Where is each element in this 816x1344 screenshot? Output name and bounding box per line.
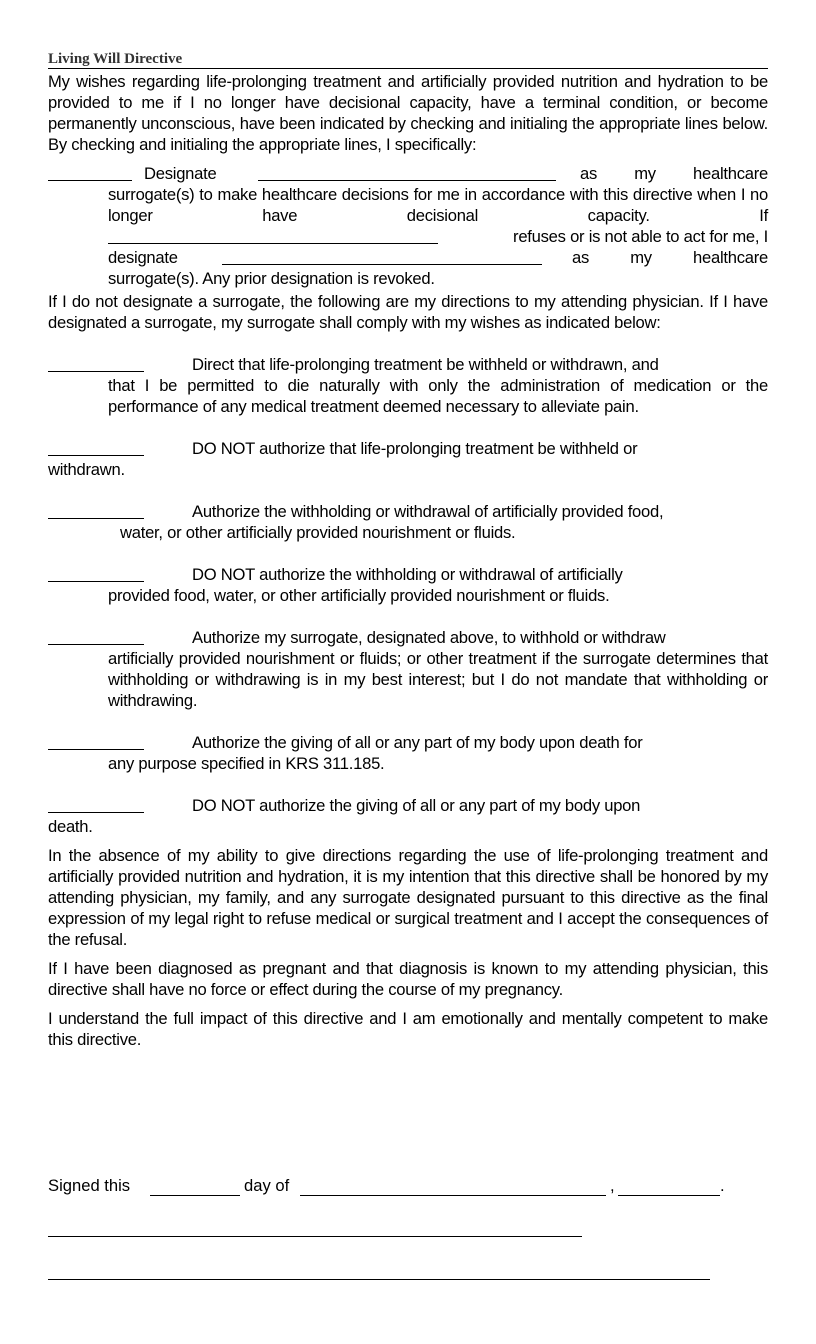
day-of-label: day of — [244, 1176, 290, 1195]
refuses-text: refuses or is not able to act for me, I — [513, 227, 768, 246]
option-1-rest: that I be permitted to die naturally with only the administration of medication or the performance of any medical treatment deemed necessary to alleviate pain. — [108, 376, 768, 416]
year-field[interactable] — [618, 1178, 720, 1196]
signature-line[interactable] — [48, 1236, 582, 1237]
document-title: Living Will Directive — [48, 50, 768, 69]
option-3-first: Authorize the withholding or withdrawal of artificially provided food, — [192, 502, 664, 521]
option-1 — [48, 354, 768, 417]
document-page — [48, 50, 768, 1050]
option-5-first: Authorize my surrogate, designated above, to withhold or withdraw — [192, 628, 666, 647]
understand-paragraph: I understand the full impact of this directive and I am emotionally and mentally competent to make this directive. — [48, 1009, 768, 1049]
option-6 — [48, 732, 768, 774]
surrogate-end-text: surrogate(s). Any prior designation is revoked. — [108, 269, 435, 288]
option-4 — [48, 564, 768, 606]
month-field[interactable] — [300, 1178, 606, 1196]
option-2-initial-line[interactable] — [48, 438, 144, 456]
option-7 — [48, 795, 768, 837]
option-1-first: Direct that life-prolonging treatment be withheld or withdrawn, and — [192, 355, 659, 374]
comma-separator: , — [610, 1176, 615, 1195]
no-surrogate-paragraph: If I do not designate a surrogate, the following are my directions to my attending physician. If I have designated a surrogate, my surrogate shall comply with my wishes as indicated below: — [48, 292, 768, 332]
option-7-initial-line[interactable] — [48, 795, 144, 813]
option-6-first: Authorize the giving of all or any part of my body upon death for — [192, 733, 643, 752]
option-3-rest: water, or other artificially provided nourishment or fluids. — [120, 523, 516, 542]
option-1-initial-line[interactable] — [48, 354, 144, 372]
day-field[interactable] — [150, 1178, 240, 1196]
designate-label-2: designate — [108, 248, 178, 267]
option-6-rest: any purpose specified in KRS 311.185. — [108, 754, 385, 773]
as-healthcare-text-2: as my healthcare — [572, 248, 768, 267]
option-6-initial-line[interactable] — [48, 732, 144, 750]
option-4-first: DO NOT authorize the withholding or withdrawal of artificially — [192, 565, 623, 584]
date-period: . — [720, 1176, 725, 1195]
signed-this-label: Signed this — [48, 1176, 131, 1195]
intro-paragraph: My wishes regarding life-prolonging treatment and artificially provided nutrition and hydration to be provided to me if I no longer have decisional capacity, have a terminal condition, or become permanently unconscious, have been indicated by checking and initialing the appropriate lines below. By checking and initialing the appropriate lines, I specifically: — [48, 72, 768, 154]
option-2 — [48, 438, 768, 480]
surrogate-block — [48, 163, 768, 288]
option-4-initial-line[interactable] — [48, 564, 144, 582]
option-2-rest: withdrawn. — [48, 460, 125, 479]
surrogate-name-line-2[interactable] — [222, 247, 542, 265]
option-7-first: DO NOT authorize the giving of all or any part of my body upon — [192, 796, 641, 815]
option-3 — [48, 501, 768, 543]
option-5 — [48, 627, 768, 711]
option-5-initial-line[interactable] — [48, 627, 144, 645]
absence-paragraph: In the absence of my ability to give directions regarding the use of life-prolonging treatment and artificially provided nutrition and hydration, it is my intention that this directive shall be honored by my attending physician, my family, and any surrogate designated pursuant to this directive as the final expression of my legal right to refuse medical or surgical treatment and I accept the consequences of the refusal. — [48, 846, 768, 949]
option-3-initial-line[interactable] — [48, 501, 144, 519]
as-healthcare-text: as my healthcare surrogate(s) to make healthcare decisions for me in accordance with this directive when I no longer have decisional capacity. If — [108, 164, 768, 225]
option-7-rest: death. — [48, 817, 93, 836]
printed-name-line[interactable] — [48, 1279, 710, 1280]
option-5-rest: artificially provided nourishment or fluids; or other treatment if the surrogate determines that withholding or withdrawing is in my best interest; but I do not mandate that withholding or withdrawing. — [108, 649, 768, 710]
designate-label: Designate — [144, 164, 217, 183]
option-4-rest: provided food, water, or other artificially provided nourishment or fluids. — [108, 586, 610, 605]
option-2-first: DO NOT authorize that life-prolonging treatment be withheld or — [192, 439, 638, 458]
alternate-surrogate-line[interactable] — [108, 226, 438, 244]
pregnancy-paragraph: If I have been diagnosed as pregnant and that diagnosis is known to my attending physician, this directive shall have no force or effect during the course of my pregnancy. — [48, 959, 768, 999]
signed-line — [48, 1176, 768, 1200]
